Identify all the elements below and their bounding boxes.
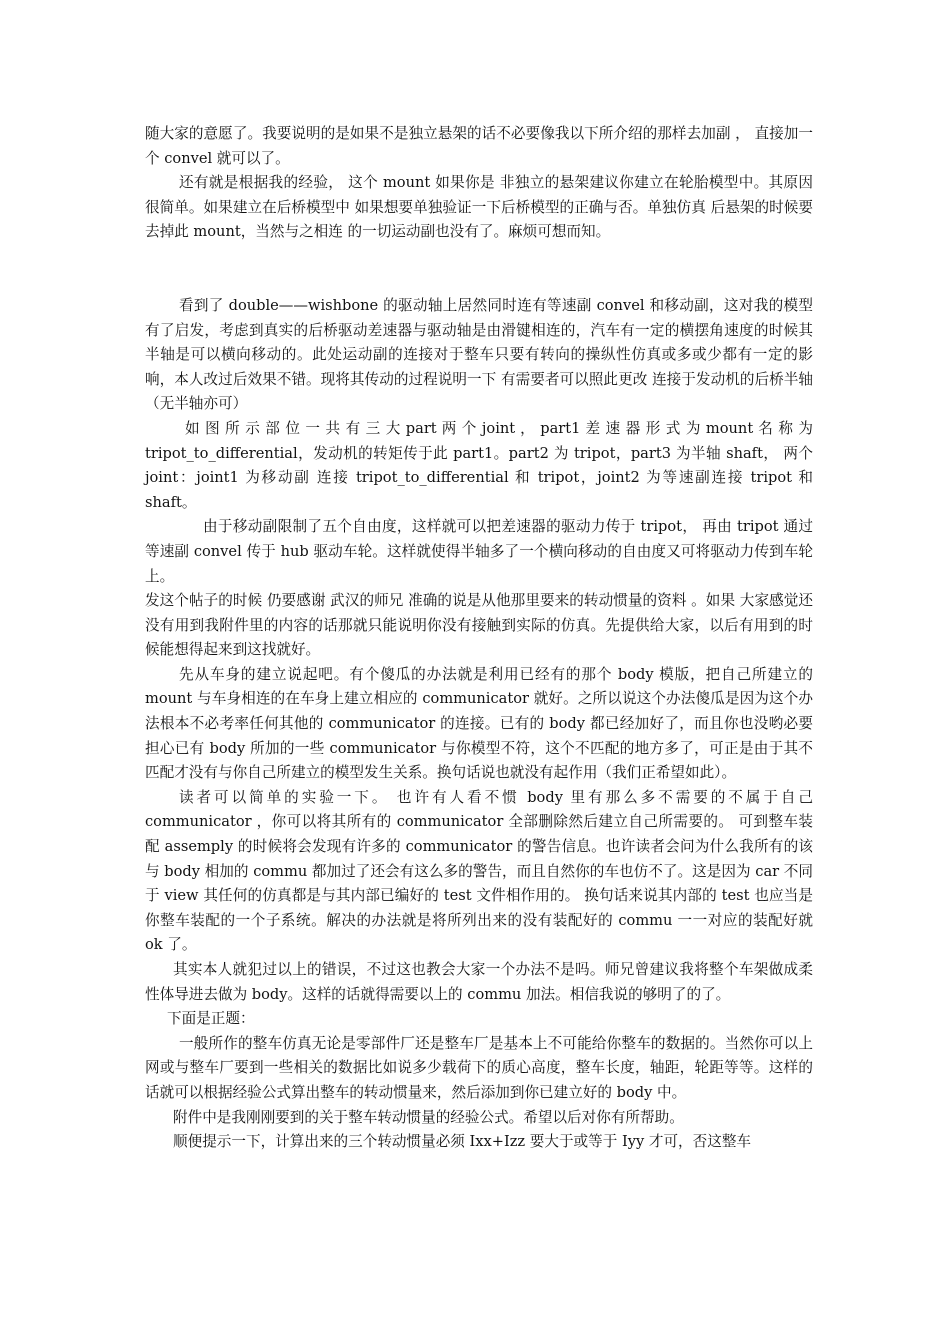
paragraph-2: 还有就是根据我的经验， 这个 mount 如果你是 非独立的悬架建议你建立在轮胎模型中。其原因很简单。如果建立在后桥模型中 如果想要单独验证一下后桥模型的正确与否。单独仿真 后悬架的时候要去掉此 mount，当然与之相连 的一切运动副也没有了。麻烦可想而知。 [145, 174, 813, 241]
paragraph-9: 其实本人就犯过以上的错误，不过这也教会大家一个办法不是吗。师兄曾建议我将整个车架做成柔性体导进去做为 body。这样的话就得需要以上的 commu 加法。相信我说的够明了的了。 [145, 961, 813, 1003]
paragraph-5: 由于移动副限制了五个自由度，这样就可以把差速器的驱动力传于 tripot， 再由 tripot 通过等速副 convel 传于 hub 驱动车轮。这样就使得半轴多了一个横向移动的自由度又可将驱动力传到车轮上。 [145, 518, 813, 585]
paragraph-8: 读者可以简单的实验一下。 也许有人看不惯 body 里有那么多不需要的不属于自己 communicator ，你可以将其所有的 communicator 全部删除然后建立自己所需要的。 可到整车装配 assemply 的时候将会发现有许多的 communicator 的警告信息。也许读者会问为什么我所有的该与 body 相加的 commu 都加过了还会有这么多的警告，而且自然你的车也仿不了。这是因为 car 不同于 view 其任何的仿真都是与其内部已编好的 test 文件相作用的。 换句话来说其内部的 test 也应当是你整车装配的一个子系统。解决的办法就是将所列出来的没有装配好的 commu 一一对应的装配好就 ok 了。 [145, 788, 813, 954]
paragraph-3: 看到了 double——wishbone 的驱动轴上居然同时连有等速副 convel 和移动副，这对我的模型有了启发，考虑到真实的后桥驱动差速器与驱动轴是由滑键相连的，汽车有一定的横摆角速度的时候其半轴是可以横向移动的。此处运动副的连接对于整车只要有转向的操纵性仿真或多或少都有一定的影响，本人改过后效果不错。现将其传动的过程说明一下 有需要者可以照此更改 连接于发动机的后桥半轴（无半轴亦可） [145, 296, 813, 413]
paragraph-6: 发这个帖子的时候 仍要感谢 武汉的师兄 准确的说是从他那里要来的转动惯量的资料 。如果 大家感觉还没有用到我附件里的内容的话那就只能说明你没有接触到实际的仿真。先提供给大家，以后有用到的时候能想得起来到这找就好。 [145, 592, 813, 659]
paragraph-10: 下面是正题： [167, 1010, 255, 1028]
document-body [145, 122, 813, 1155]
paragraph-13: 顺便提示一下，计算出来的三个转动惯量必须 Ixx+Izz 要大于或等于 Iyy 才可，否这整车 [173, 1133, 752, 1151]
paragraph-12: 附件中是我刚刚要到的关于整车转动惯量的经验公式。希望以后对你有所帮助。 [173, 1108, 684, 1126]
paragraph-11: 一般所作的整车仿真无论是零部件厂还是整车厂是基本上不可能给你整车的数据的。当然你可以上网或与整车厂要到一些相关的数据比如说多少载荷下的质心高度，整车长度，轴距，轮距等等。这样的话就可以根据经验公式算出整车的转动惯量来，然后添加到你已建立好的 body 中。 [145, 1034, 813, 1101]
paragraph-4: 如 图 所 示 部 位 一 共 有 三 大 part 两 个 joint ， part1 差 速 器 形 式 为 mount 名 称 为 tripot_to_differential，发动机的转矩传于此 part1。part2 为 tripot，part3 为半轴 shaft， 两个 joint：joint1 为移动副 连接 tripot_to_differential 和 tripot，joint2 为等速副连接 tripot 和 shaft。 [145, 419, 813, 511]
paragraph-7: 先从车身的建立说起吧。有个傻瓜的办法就是利用已经有的那个 body 模版，把自己所建立的 mount 与车身相连的在车身上建立相应的 communicator 就好。之所以说这个办法傻瓜是因为这个办法根本不必考率任何其他的 communicator 的连接。已有的 body 都已经加好了，而且你也没哟必要担心已有 body 所加的一些 communicator 与你模型不符，这个不匹配的地方多了，可正是由于其不匹配才没有与你自己所建立的模型发生关系。换句话说也就没有起作用（我们正希望如此）。 [145, 665, 813, 782]
paragraph-gap [145, 245, 813, 294]
paragraph-1: 随大家的意愿了。我要说明的是如果不是独立悬架的话不必要像我以下所介绍的那样去加副 ， 直接加一个 convel 就可以了。 [145, 125, 813, 167]
